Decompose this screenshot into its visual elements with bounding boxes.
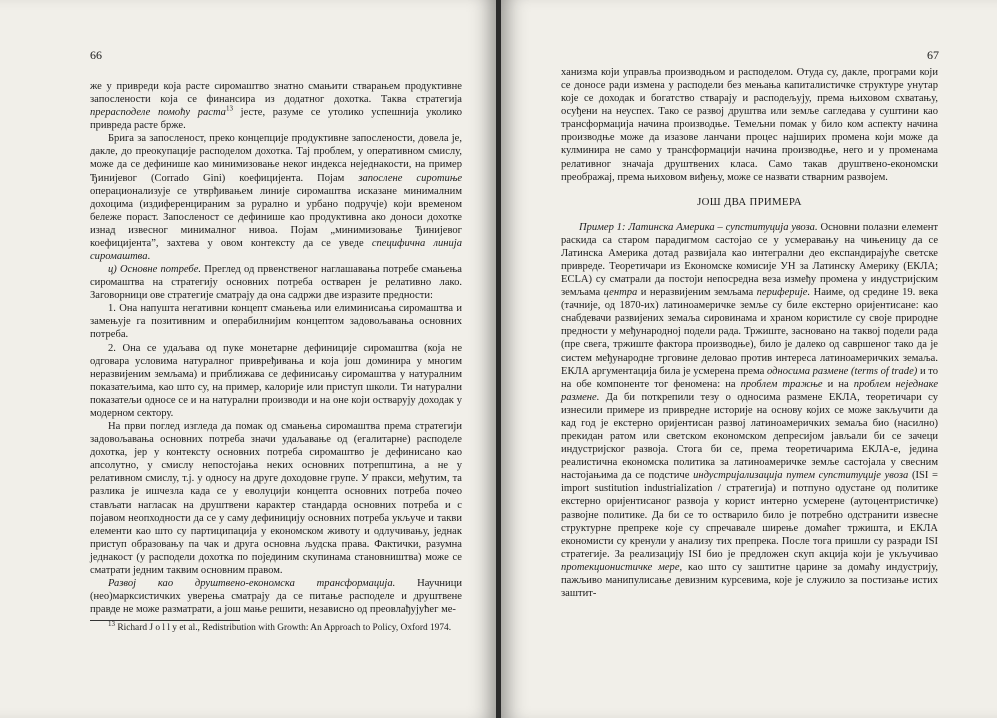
paragraph: же у привреди која расте сиромаштво знатно смањити стварањем продуктивне запослености која се финансира из додатног дохотка. Таква стратегија прерасподеле помоћу раста$^{13}$ јесте, разуме се утолико успешнија уколико привреда расте брже.	[90, 81, 463, 132]
right-page	[501, 0, 997, 718]
paragraph: Развој као друштвено-економска трансформација. Научници (нео)марксистичких уверења сматрају да се питање расподеле и друштвене правде не може разматрати, а још мање решити, независно од преовлађујућег ме-	[90, 577, 462, 616]
list-item: 2. Она се удаљава од пуке монетарне дефиниције сиромаштва (која не одговара условима натуралног привређивања и која још доминира у многим неразвијеним земљама) и приближава се дефинисању сиромаштва у натуралним показатељима, као што су, на пример, калорије или приступ школи. Ти натурални показатељи односе се и на натурални производи и на оне који остварују доходак у модерном сектору.	[90, 342, 462, 419]
right-page-body	[561, 66, 938, 600]
page-number-left: 66	[90, 48, 102, 62]
paragraph: Брига за запосленост, преко концепције продуктивне запослености, довела је, дакле, до преокупације расподелом дохотка. Тај проблем, у оперативном смислу, може да се дефинише као минимизовање неког индекса неједнакости, на пример Ђинијевог (Corrado Gini) коефицијента. Појам запослене сиротиње операционализује се утврђивањем линије сиромаштва исказане минималним дохоцима (издиференцираним за рурално и урбано подручје) који временом бележе пораст. Запосленост се дефинише као продуктивна ако доноси дохотке изнад извесног минималног нивоа. Појам „минимизовање Ђинијевог коефицијента”, захтева у овом контексту да се уведе специфична линија сиромаштва.	[90, 133, 463, 263]
paragraph: Пример 1: Латинска Америка – супституција увоза. Основни полазни елемент раскида са старом парадигмом састојао се у усмеравању на чињеницу да се Латинска Америка дотад развијала као интегрални део експандирајуће светске привреде. Теоретичари из Економске комисије УН за Латинску Америку (ЕКЛА; ECLA) су сматрали да постоји непосредна веза између промена у индустријским земљама центра и неразвијеним земљама периферије. Наиме, од средине 19. века (тачније, од 1870-их) латиноамеричке земље су биле екстерно оријентисане: као снабдевачи развијених земаља сировинама и храном користиле су своје природне предности у међународној подели рада. Тржиште, засновано на таквој подели рада (пре свега, тржиште фактора производње), било је далеко од савршеног тако да је систем међународне трговине деловао против интереса латиноамеричких земаља. ЕКЛА аргументација била је усмерена према односима размене (terms of trade) и то на обе компоненте тог феномена: на проблем тражње и на проблем неједнаке размене. Да би поткрепили тезу о односима размене ЕКЛА, теоретичари су изнесили примере из привредне историје на основу којих се може закључити да кад год је екстерно оријентисан развој латиноамеричких земаља био (насилно) прекидан ратом или светском економском депресијом јављали би се зачеци индустријског развоја. Стога би се, према теоретичарима ЕКЛА-е, једина реалистична економска политика за латиноамеричке земље састојала у свесним настојањима да се подстиче индустријализација путем супституције увоза (ISI = import sustitution industrialization / стратегија) и потпуно одустане од политике екстерно оријентисаног развоја у корист интерно усмерене (аутоцентристичке) развојне политике. Да би се то остварило било је потребно одстранити извесне структурне препреке које су спречавале ширење домаћег тржишта, и ЕКЛА економисти су кренули у анализу тих препрека. После тога пришли су разради ISI стратегије. За реализацију ISI био је предложен скуп акција који је укључивао протекционистичке мере, као што су заштитне царине за домаћу индустрију, пажљиво манипулисање девизним курсевима, које је служило за постизање истих заштит-	[561, 221, 939, 599]
left-page	[0, 0, 496, 718]
left-page-body	[90, 80, 462, 635]
paragraph: На први поглед изгледа да помак од смањења сиромаштва према стратегији задовољавања основних потреба значи удаљавање од (егалитарне) расподеле дохотка, јер у контексту основних потреба сиромаштво је дефинисано као апсолутно, у смислу непостојања неких основних потрепштина, а не у релативном смислу, т.ј. у односу на друге доходовне групе. У пракси, међутим, та разлика је ишчезла када се у еволуцији концепта основних потреба почео стављати нагласак на друштвени карактер стандарда основних потреба и с појавом неопходности да се у саму дефиницију основних потреба укључе и такви елементи као што су партиципација у економском животу и одлучивању, једнак приступ образовању па чак и друга основна људска права. Фактички, разумна једнакост (у расподели дохотка по појединим скупинама становништва) може се сматрати једним таквим основним правом.	[90, 421, 462, 576]
paragraph: ц) Основне потребе. Преглед од првенственог наглашавања потребе смањења сиромаштва на стратегију основних потреба остварен је релативно лако. Заговорници ове стратегије сматрају да она садржи две изразите предности:	[90, 264, 462, 302]
section-heading: ЈОШ ДВА ПРИМЕРА	[697, 195, 802, 208]
list-item: 1. Она напушта негативни концепт смањења или елиминисања сиромаштва и замењује га позитивним и операбилнијим концептом задовољавања основних потреба.	[90, 303, 462, 341]
page-number-right: 67	[927, 48, 939, 62]
paragraph: ханизма који управља производњом и расподелом. Отуда су, дакле, програми који се доносе ради измена у расподели без мењања капиталистичке структуре унутар које се доходак и богатство стварају и расподељују, према њиховом схватању, осуђени на неуспех. Тако се развој друштва или земље сагледава у суштини као трансформација начина производње. Темељни помак у било ком аспекту начина производње може да изазове ланчани процес најширих промена који може да кулминира не само у трансформацији начина производње, него и у променама релативног значаја друштвених класа. Само такав друштвено-економски преображај, према њиховом виђењу, може се назвати стварним развојем.	[561, 67, 938, 183]
footnote: $^{13}$ Richard J o l l y et al., Redistribution with Growth: An Approach to Policy, Oxford 1974.	[108, 620, 452, 634]
